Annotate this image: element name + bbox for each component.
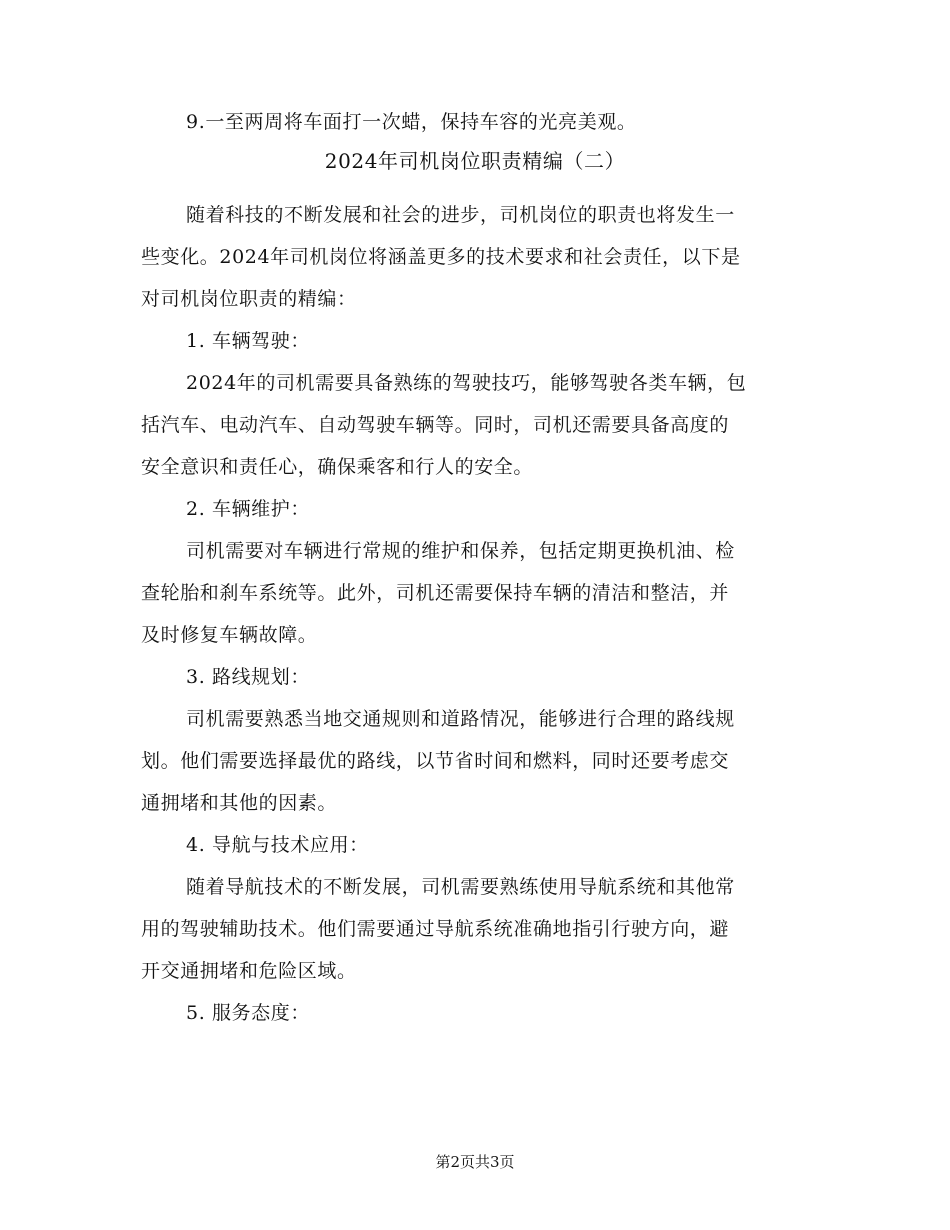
paragraph-driving-line-1: 2024年的司机需要具备熟练的驾驶技巧，能够驾驶各类车辆，包 (186, 372, 747, 394)
list-item-9: 9.一至两周将车面打一次蜡，保持车容的光亮美观。 (186, 111, 637, 133)
intro-line-3: 对司机岗位职责的精编： (141, 288, 357, 310)
paragraph-route-line-2: 划。他们需要选择最优的路线，以节省时间和燃料，同时还要考虑交 (141, 750, 730, 772)
page-footer: 第2页共3页 (435, 1153, 515, 1171)
paragraph-route-line-3: 通拥堵和其他的因素。 (141, 792, 338, 814)
paragraph-maintenance-line-1: 司机需要对车辆进行常规的维护和保养，包括定期更换机油、检 (186, 540, 735, 562)
heading-vehicle-driving: 1. 车辆驾驶： (186, 330, 310, 352)
paragraph-maintenance-line-2: 查轮胎和刹车系统等。此外，司机还需要保持车辆的清洁和整洁，并 (141, 582, 730, 604)
paragraph-maintenance-line-3: 及时修复车辆故障。 (141, 624, 318, 646)
paragraph-navigation-line-1: 随着导航技术的不断发展，司机需要熟练使用导航系统和其他常 (186, 876, 735, 898)
paragraph-driving-line-3: 安全意识和责任心，确保乘客和行人的安全。 (141, 456, 534, 478)
paragraph-route-line-1: 司机需要熟悉当地交通规则和道路情况，能够进行合理的路线规 (186, 708, 735, 730)
heading-service-attitude: 5. 服务态度： (186, 1002, 310, 1024)
paragraph-navigation-line-3: 开交通拥堵和危险区域。 (141, 960, 357, 982)
paragraph-driving-line-2: 括汽车、电动汽车、自动驾驶车辆等。同时，司机还需要具备高度的 (141, 414, 730, 436)
heading-vehicle-maintenance: 2. 车辆维护： (186, 498, 310, 520)
paragraph-navigation-line-2: 用的驾驶辅助技术。他们需要通过导航系统准确地指引行驶方向，避 (141, 918, 730, 940)
intro-line-2: 些变化。2024年司机岗位将涵盖更多的技术要求和社会责任，以下是 (141, 246, 741, 268)
intro-line-1: 随着科技的不断发展和社会的进步，司机岗位的职责也将发生一 (186, 204, 735, 226)
heading-navigation-tech: 4. 导航与技术应用： (186, 834, 369, 856)
section-title: 2024年司机岗位职责精编（二） (324, 149, 626, 173)
heading-route-planning: 3. 路线规划： (186, 666, 310, 688)
